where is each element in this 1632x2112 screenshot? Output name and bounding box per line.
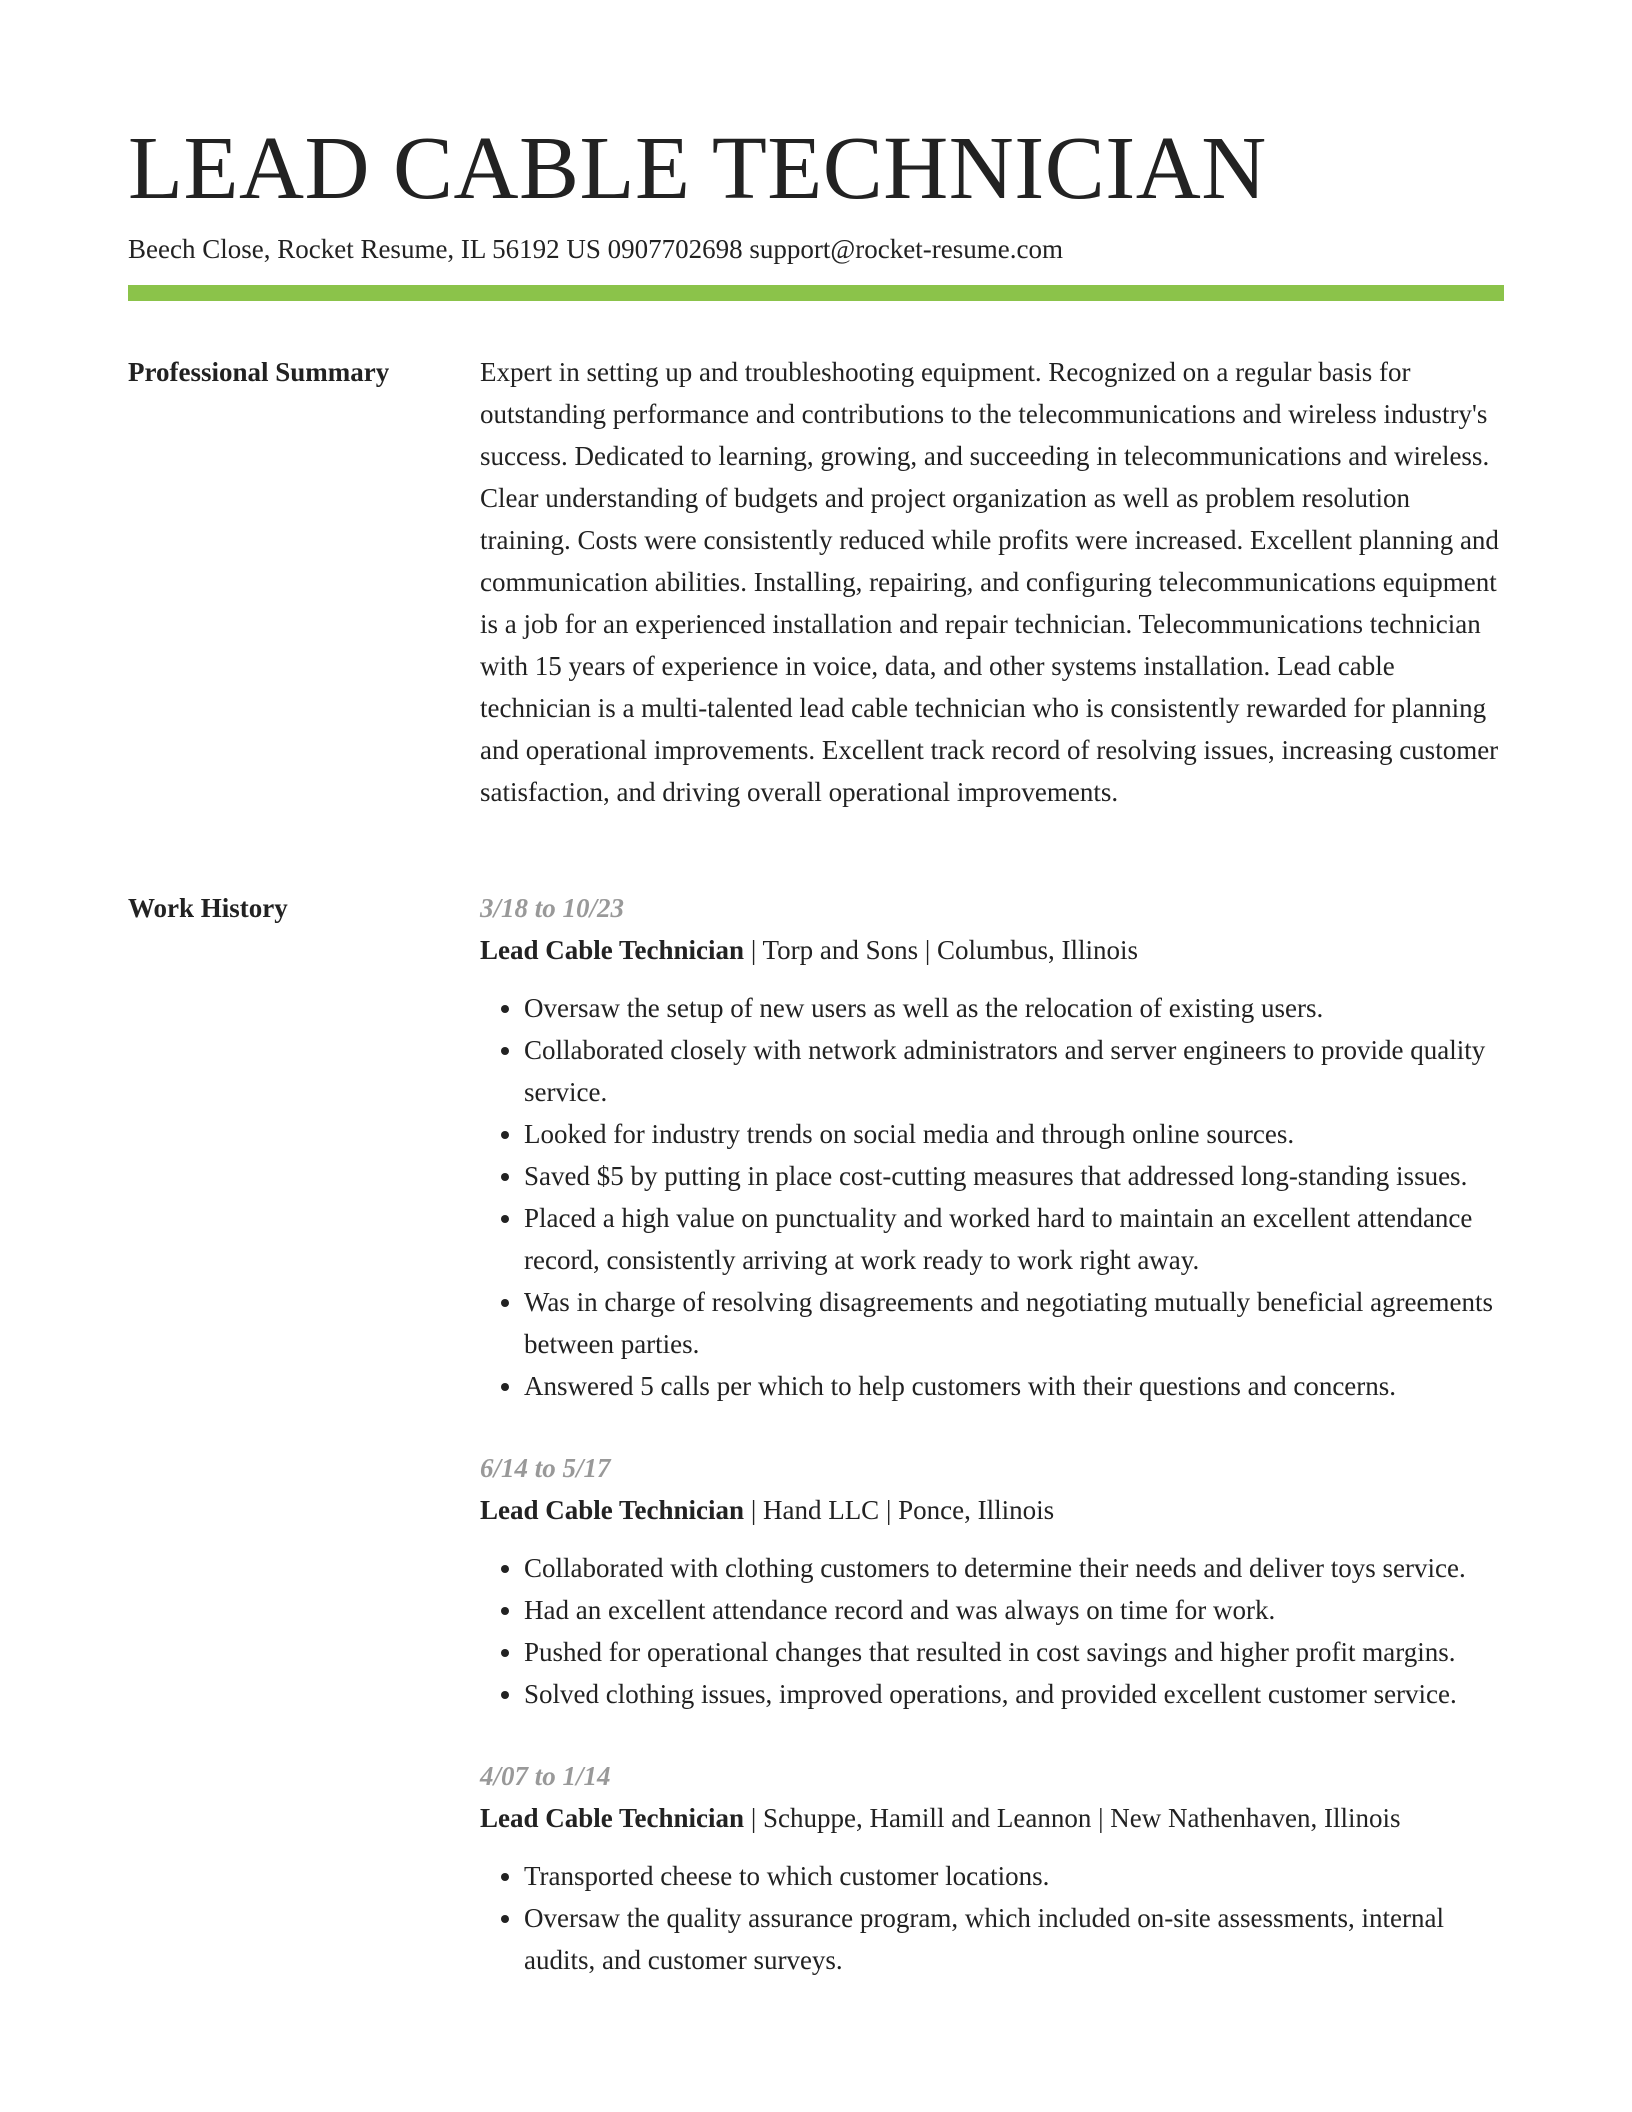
job-bullet: • Oversaw the setup of new users as well as the relocation of existing users. (524, 987, 1504, 1029)
job-details: | Schuppe, Hamill and Leannon | New Nathenhaven, Illinois (744, 1803, 1401, 1833)
job-bullet: • Was in charge of resolving disagreements and negotiating mutually beneficial agreements between parties. (524, 1281, 1504, 1365)
contact-address: Beech Close, Rocket Resume, IL 56192 US (128, 234, 601, 264)
job-bullet: • Transported cheese to which customer locations. (524, 1855, 1504, 1897)
work-history-label: Work History (128, 893, 288, 923)
summary-text: Expert in setting up and troubleshooting equipment. Recognized on a regular basis for outstanding performance and contributions to the telecommunications and wireless industry's success. Dedicated to learning, growing, and succeeding in telecommunications and wireless. Clear understanding of budgets and project organization as well as problem resolution training. Costs were consistently reduced while profits were increased. Excellent planning and communication abilities. Installing, repairing, and configuring telecommunications equipment is a job for an experienced installation and repair technician. Telecommunications technician with 15 years of experience in voice, data, and other systems installation. Lead cable technician is a multi-talented lead cable technician who is consistently rewarded for planning and operational improvements. Excellent track record of resolving issues, increasing customer satisfaction, and driving overall operational improvements. (480, 357, 1499, 807)
job-title-line (480, 929, 1504, 971)
job-dates: 6/14 to 5/17 (480, 1453, 611, 1483)
job-title: Lead Cable Technician (480, 1495, 745, 1525)
job-bullet: • Saved $5 by putting in place cost-cutting measures that addressed long-standing issues. (524, 1155, 1504, 1197)
job-bullet: • Had an excellent attendance record and was always on time for work. (524, 1589, 1504, 1631)
contact-line (128, 230, 1063, 268)
job-bullet: • Solved clothing issues, improved operations, and provided excellent customer service. (524, 1673, 1504, 1715)
job-entry (480, 1447, 1504, 1715)
job-title: Lead Cable Technician (480, 1803, 745, 1833)
contact-phone: 0907702698 (607, 234, 743, 264)
job-bullets (480, 1547, 1504, 1715)
job-title-line (480, 1797, 1504, 1839)
job-bullet: • Oversaw the quality assurance program, which included on-site assessments, internal audits, and customer surveys. (524, 1897, 1504, 1981)
summary-section (480, 351, 1504, 813)
job-entry (480, 887, 1504, 1407)
job-bullet: • Answered 5 calls per which to help customers with their questions and concerns. (524, 1365, 1504, 1407)
job-dates: 4/07 to 1/14 (480, 1761, 611, 1791)
job-entry (480, 1755, 1504, 1981)
job-details: | Torp and Sons | Columbus, Illinois (744, 935, 1139, 965)
job-title-line (480, 1489, 1504, 1531)
job-title: Lead Cable Technician (480, 935, 745, 965)
job-bullets (480, 1855, 1504, 1981)
work-history-section (480, 887, 1504, 2021)
job-bullet: • Looked for industry trends on social media and through online sources. (524, 1113, 1504, 1155)
job-bullet: • Placed a high value on punctuality and worked hard to maintain an excellent attendance record, consistently arriving at work ready to work right away. (524, 1197, 1504, 1281)
job-bullet: • Collaborated closely with network administrators and server engineers to provide quality service. (524, 1029, 1504, 1113)
job-bullet: • Pushed for operational changes that resulted in cost savings and higher profit margins. (524, 1631, 1504, 1673)
job-bullet: • Collaborated with clothing customers to determine their needs and deliver toys service. (524, 1547, 1504, 1589)
job-dates: 3/18 to 10/23 (480, 893, 625, 923)
summary-label: Professional Summary (128, 357, 390, 387)
resume-name-heading: LEAD CABLE TECHNICIAN (128, 119, 1267, 218)
accent-divider (128, 285, 1504, 301)
contact-email: support@rocket-resume.com (749, 234, 1063, 264)
job-details: | Hand LLC | Ponce, Illinois (744, 1495, 1055, 1525)
job-bullets (480, 987, 1504, 1407)
